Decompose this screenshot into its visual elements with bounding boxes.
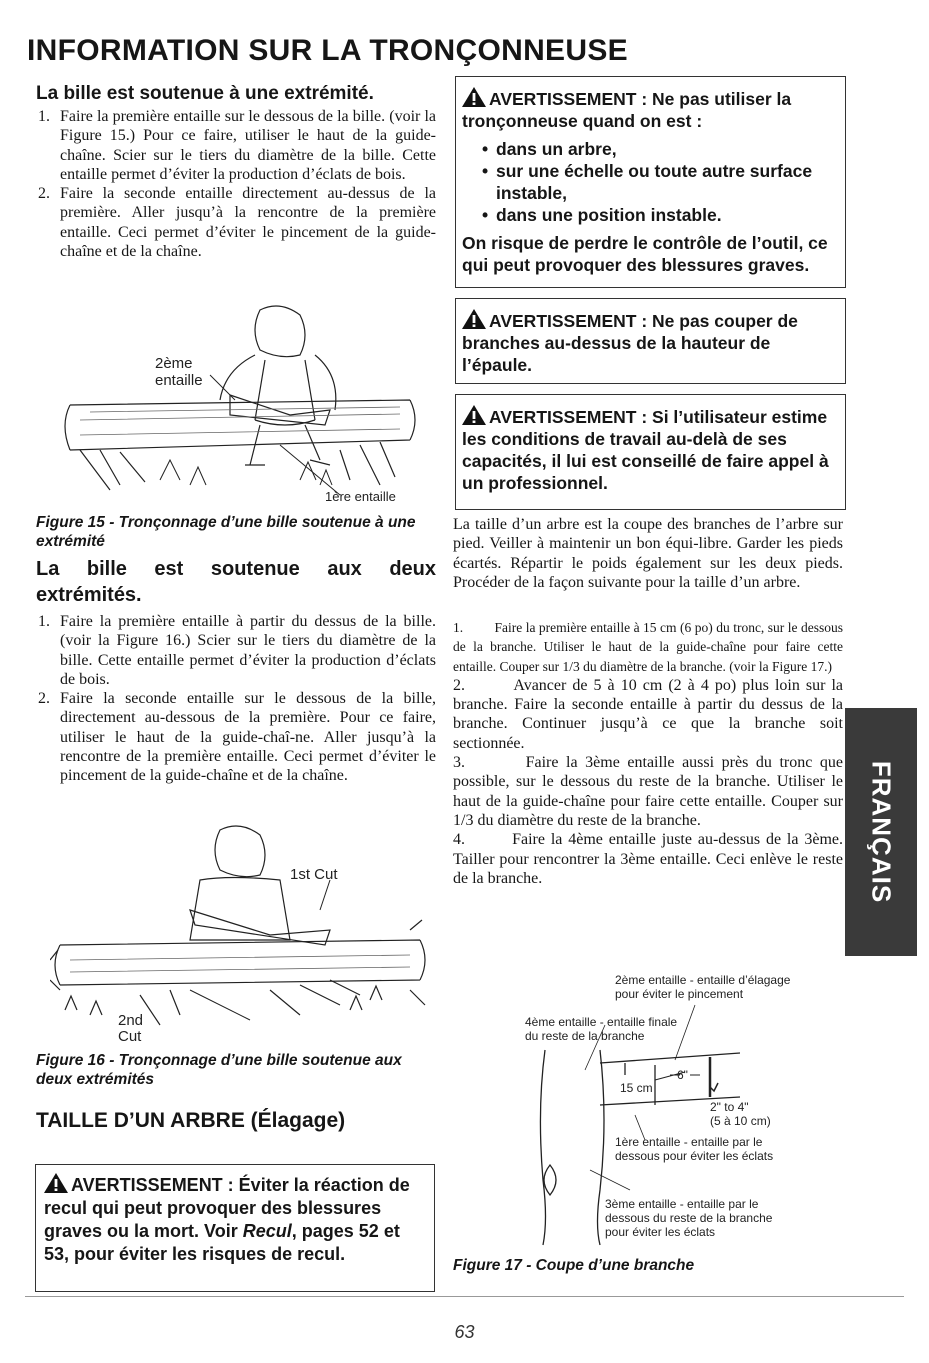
warning-title: AVERTISSEMENT : Ne pas utiliser la tronçonneuse quand on est : [462, 89, 792, 131]
list-item: 2. Faire la seconde entaille directement au-dessus de la première. Aller jusqu’à la rencontre de la première entaille. Ceci permet d’éviter le pincement de la guide-chaîne et de la chaîne. [38, 185, 436, 261]
page-title: INFORMATION SUR LA TRONÇONNEUSE [27, 34, 628, 67]
list-item: 1. Faire la première entaille à partir du dessus de la bille. (voir la Figure 16.) Scier sur le tiers du diamètre de la bille. Cette entaille permet d’éviter la production d’éclats de bois. [38, 613, 436, 688]
list-item: 2. Avancer de 5 à 10 cm (2 à 4 po) plus loin sur la branche. Faire la seconde entaille à partir du dessus de la branche. Continuer jusqu’à ce que la branche soit sectionnée. [453, 676, 844, 752]
figure-label-cut-2: 2ème entaille - entaille d’élagage pour éviter le pincement [615, 973, 791, 1001]
figure-label-15-cm: 15 cm [620, 1081, 653, 1095]
figure-label-cut-1: 1ère entaille - entaille par le dessous pour éviter les éclats [615, 1135, 774, 1163]
figure-16-illustration [50, 820, 430, 1045]
pruning-steps [453, 618, 843, 888]
section-one-end-supported [36, 82, 436, 261]
steps-list [36, 107, 436, 261]
footer-divider [25, 1296, 904, 1297]
warning-icon [44, 1173, 68, 1193]
warning-link-term: Recul [242, 1221, 292, 1241]
steps-list [36, 612, 436, 786]
list-item: 3. Faire la 3ème entaille aussi près du tronc que possible, sur le dessous du reste de la branche. Utiliser le haut de la guide-chaîne pour faire cette entaille. Couper sur 1/3 du diamètre du reste de la branche. [453, 754, 843, 829]
warning-box-professional [455, 394, 846, 510]
figure-label-2-to-4: 2" to 4" (5 à 10 cm) [710, 1100, 771, 1128]
figure-label-cut-4: 4ème entaille - entaille finale du reste de la branche [525, 1015, 678, 1043]
warning-box-unstable-position [455, 76, 846, 288]
section-two-both-supported [36, 556, 436, 786]
language-side-tab: FRANÇAIS [845, 708, 917, 956]
figure-17-caption: Figure 17 - Coupe d’une branche [453, 1257, 695, 1274]
warning-text: AVERTISSEMENT : Ne pas couper de branches au-dessus de la hauteur de l’épaule. [462, 311, 798, 375]
list-item: 1. Faire la première entaille à 15 cm (6 po) du tronc, sur le dessous de la branche. Utiliser le haut de la guide-chaîne pour faire cette entaille. Couper sur 1/3 du diamètre de la branche. (voir la Figure 17.) [453, 620, 844, 674]
figure-15-illustration [60, 300, 430, 510]
list-item: 4. Faire la 4ème entaille juste au-dessus de la 3ème. Tailler pour rencontrer la 3ème entaille. Ceci enlève le reste de la branche. [453, 831, 843, 887]
figure-label-first-cut: 1ère entaille [325, 489, 396, 504]
warning-list [462, 138, 839, 226]
figure-label-second-cut: 2ème entaille [155, 355, 203, 389]
list-item: • dans un arbre, [462, 138, 839, 160]
figure-16-caption: Figure 16 - Tronçonnage d’une bille soutenue aux deux extrémités [36, 1052, 402, 1088]
section-heading: La bille est soutenue aux deux extrémités. [36, 558, 436, 606]
page-number: 63 [454, 1322, 475, 1342]
figure-label-second-cut: 2nd Cut [118, 1012, 144, 1045]
pruning-intro: La taille d’un arbre est la coupe des branches de l’arbre sur pied. Veiller à maintenir un bon équi-libre. Garder les pieds écartés. Répartir le poids également sur les deux pieds. Procéder de la façon suivante pour la taille d’un arbre. [453, 516, 843, 591]
warning-text: AVERTISSEMENT : Si l’utilisateur estime les conditions de travail au-delà de ses capacités, il lui est conseillé de faire appel à un professionnel. [462, 407, 829, 493]
warning-icon [462, 87, 486, 107]
list-item: 1. Faire la première entaille sur le dessous de la bille. (voir la Figure 15.) Pour ce faire, utiliser le haut de la guide-chaîne. Scier sur le tiers du diamètre de la bille. Cette entaille permet d’éviter la production d’éclats de bois. [38, 108, 436, 183]
warning-box-shoulder-height [455, 298, 846, 384]
figure-17-illustration [455, 965, 845, 1255]
figure-15-caption: Figure 15 - Tronçonnage d’une bille soutenue à une extrémité [36, 514, 416, 550]
warning-text: AVERTISSEMENT : Éviter la réaction de recul qui peut provoquer des blessures graves ou la mort. Voir [44, 1175, 410, 1241]
figure-label-cut-3: 3ème entaille - entaille par le dessous du reste de la branche pour éviter les éclats [605, 1197, 773, 1239]
figure-label-6-inch: 6" [677, 1068, 688, 1082]
list-item: 2. Faire la seconde entaille sur le dessous de la bille, directement au-dessous de la première. Pour ce faire, utiliser le haut de la guide-chaî-ne. Aller jusqu’à la rencontre de la première entaille. Ceci permet d’éviter le pincement de la guide-chaîne et de la chaîne. [38, 690, 436, 785]
section-heading-tree-pruning: TAILLE D’UN ARBRE (Élagage) [36, 1109, 346, 1132]
list-item: • dans une position instable. [462, 204, 839, 226]
warning-footer: On risque de perdre le contrôle de l’outil, ce qui peut provoquer des blessures graves. [462, 233, 828, 275]
warning-icon [462, 405, 486, 425]
warning-text-tail: , pages 52 et 53, pour éviter les risques de recul. [44, 1221, 400, 1264]
warning-box-kickback [35, 1164, 435, 1292]
figure-label-first-cut: 1st Cut [290, 866, 338, 883]
warning-icon [462, 309, 486, 329]
list-item: • sur une échelle ou toute autre surface instable, [462, 160, 839, 204]
section-heading: La bille est soutenue à une extrémité. [36, 83, 374, 104]
